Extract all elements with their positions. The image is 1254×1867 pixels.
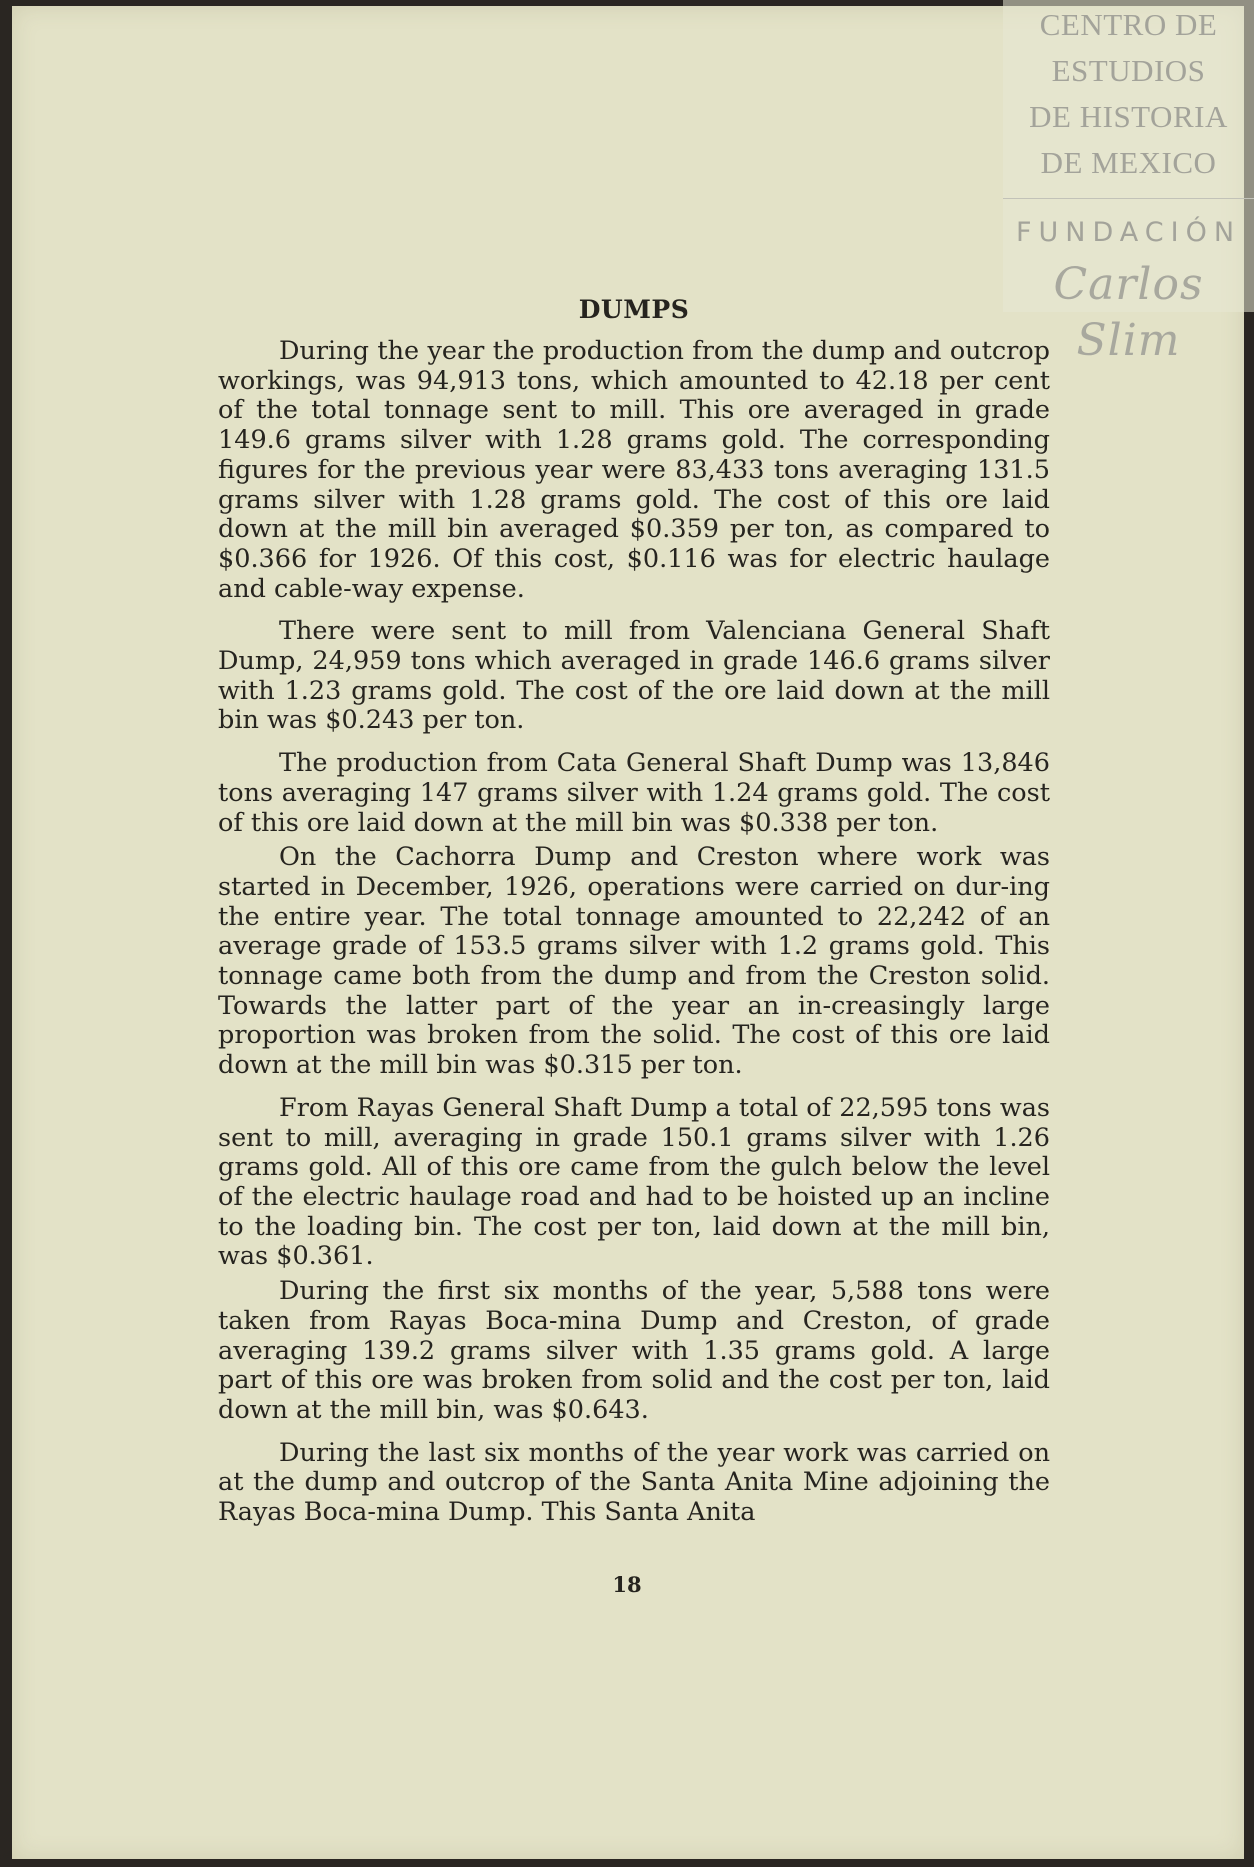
paragraph: During the year the production from the dump and outcrop workings, was 94,913 tons, which amounted to 42.18 per cent of the total tonnage sent to mill. This ore averaged in grade 149.6 grams silver with 1.28 grams gold. The corresponding figures for the previous year were 83,433 tons averaging 131.5 grams silver with 1.28 grams gold. The cost of this ore laid down at the mill bin averaged $0.359 per ton, as compared to $0.366 for 1926. Of this cost, $0.116 was for electric haulage and cable-way expense.: [218, 336, 1050, 604]
section-heading: DUMPS: [578, 295, 690, 324]
paragraph: On the Cachorra Dump and Creston where work was started in December, 1926, operations were carried on dur-ing the entire year. The total tonnage amounted to 22,242 of an average grade of 153.5 grams silver with 1.2 grams gold. This tonnage came both from the dump and from the Creston solid. Towards the latter part of the year an in-creasingly large proportion was broken from the solid. The cost of this ore laid down at the mill bin was $0.315 per ton.: [218, 842, 1050, 1081]
watermark-fundacion: FUNDACIÓN: [1015, 217, 1242, 248]
paragraph: During the last six months of the year work was carried on at the dump and outcrop of the Santa Anita Mine adjoining the Rayas Boca-mina Dump. This Santa Anita: [218, 1437, 1050, 1528]
watermark-signature: Carlos Slim: [1053, 259, 1204, 366]
paragraph: The production from Cata General Shaft Dump was 13,846 tons averaging 147 grams silver with 1.24 grams gold. The cost of this ore laid down at the mill bin was $0.338 per ton.: [218, 748, 1050, 838]
document-body: [218, 295, 1050, 1528]
page-number: 18: [612, 1572, 642, 1597]
watermark-line: ESTUDIOS: [1051, 53, 1206, 88]
watermark-line: CENTRO DE: [1039, 7, 1218, 42]
paragraph: There were sent to mill from Valenciana General Shaft Dump, 24,959 tons which averaged in grade 146.6 grams silver with 1.23 grams gold. The cost of the ore laid down at the mill bin was $0.243 per ton.: [218, 616, 1050, 736]
paragraph: From Rayas General Shaft Dump a total of 22,595 tons was sent to mill, averaging in grade 150.1 grams silver with 1.26 grams gold. All of this ore came from the gulch below the level of the electric haulage road and had to be hoisted up an incline to the loading bin. The cost per ton, laid down at the mill bin, was $0.361.: [218, 1092, 1050, 1272]
watermark-line: DE HISTORIA: [1029, 99, 1228, 134]
archive-watermark: [1003, 0, 1254, 366]
paragraph: During the first six months of the year, 5,588 tons were taken from Rayas Boca-mina Dump and Creston, of grade averaging 139.2 grams silver with 1.35 grams gold. A large part of this ore was broken from solid and the cost per ton, laid down at the mill bin, was $0.643.: [218, 1276, 1050, 1425]
watermark-line: DE MEXICO: [1040, 145, 1217, 180]
watermark-institution: [1003, 0, 1254, 199]
